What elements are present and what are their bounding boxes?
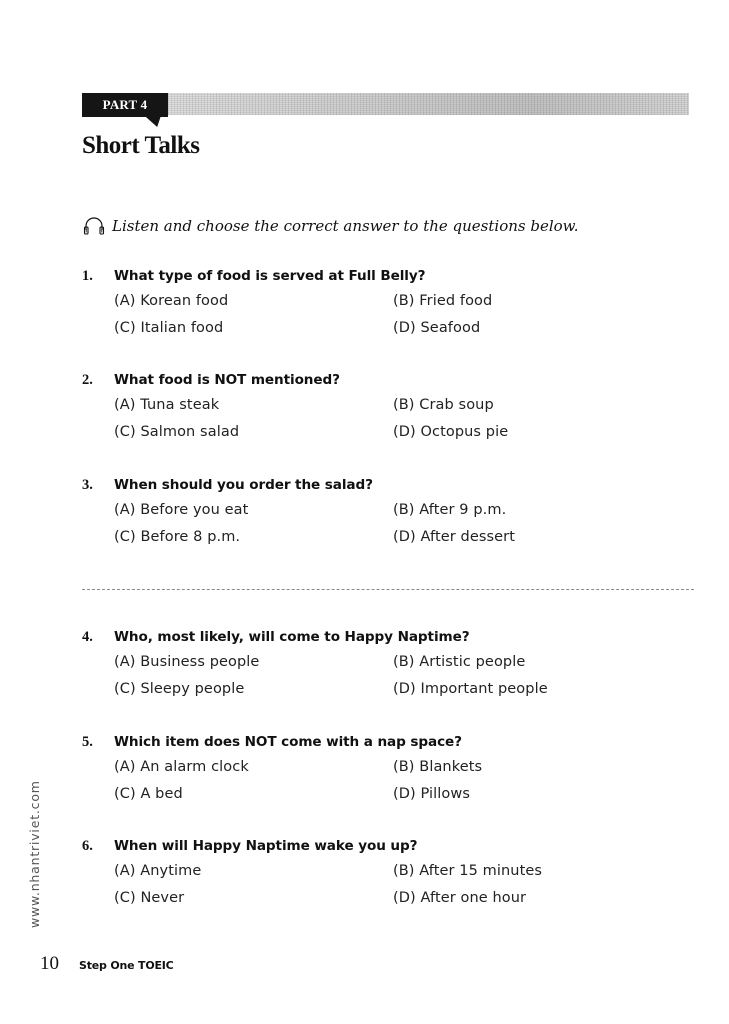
question-number: 5.	[82, 733, 93, 750]
question-number: 4.	[82, 628, 93, 645]
question-1	[82, 265, 702, 341]
question-number: 1.	[82, 267, 93, 284]
part-banner	[82, 93, 689, 117]
question-text: What food is NOT mentioned?	[114, 372, 340, 388]
option-b[interactable]: (B) Blankets	[393, 758, 483, 775]
question-text: Which item does NOT come with a nap space?	[114, 734, 462, 750]
side-watermark: www.nhantriviet.com	[27, 780, 42, 928]
option-c[interactable]: (C) Salmon salad	[114, 423, 240, 440]
option-a[interactable]: (A) Business people	[114, 653, 260, 670]
option-b[interactable]: (B) After 15 minutes	[393, 862, 543, 879]
option-c[interactable]: (C) Before 8 p.m.	[114, 528, 241, 545]
option-a[interactable]: (A) Before you eat	[114, 501, 249, 518]
option-d[interactable]: (D) Important people	[393, 680, 548, 697]
question-5	[82, 731, 702, 807]
question-3	[82, 474, 702, 550]
part-tag-pointer	[145, 116, 167, 127]
option-d[interactable]: (D) After one hour	[393, 889, 527, 906]
option-c[interactable]: (C) Never	[114, 889, 185, 906]
option-a[interactable]: (A) Korean food	[114, 292, 229, 309]
option-a[interactable]: (A) An alarm clock	[114, 758, 249, 775]
question-text: What type of food is served at Full Belly?	[114, 268, 426, 284]
question-2	[82, 369, 702, 445]
question-number: 3.	[82, 476, 93, 493]
option-b[interactable]: (B) Artistic people	[393, 653, 526, 670]
option-d[interactable]: (D) After dessert	[393, 528, 516, 545]
part-label: PART 4	[82, 93, 168, 117]
option-d[interactable]: (D) Octopus pie	[393, 423, 509, 440]
option-d[interactable]: (D) Seafood	[393, 319, 481, 336]
question-6	[82, 835, 702, 911]
instruction-text: Listen and choose the correct answer to the questions below.	[112, 217, 579, 235]
option-c[interactable]: (C) Sleepy people	[114, 680, 245, 697]
section-divider	[82, 589, 694, 590]
page-number: 10	[40, 953, 59, 974]
option-a[interactable]: (A) Anytime	[114, 862, 202, 879]
headphones-icon	[82, 216, 106, 236]
question-text: When will Happy Naptime wake you up?	[114, 838, 418, 854]
option-b[interactable]: (B) After 9 p.m.	[393, 501, 507, 518]
page-footer	[40, 953, 174, 975]
question-number: 6.	[82, 837, 93, 854]
question-text: When should you order the salad?	[114, 477, 373, 493]
banner-texture	[168, 93, 689, 115]
question-number: 2.	[82, 371, 93, 388]
question-4	[82, 626, 702, 702]
option-c[interactable]: (C) Italian food	[114, 319, 224, 336]
option-a[interactable]: (A) Tuna steak	[114, 396, 220, 413]
option-d[interactable]: (D) Pillows	[393, 785, 470, 802]
option-b[interactable]: (B) Crab soup	[393, 396, 494, 413]
option-b[interactable]: (B) Fried food	[393, 292, 493, 309]
section-title: Short Talks	[82, 132, 200, 159]
option-c[interactable]: (C) A bed	[114, 785, 183, 802]
instruction	[82, 216, 578, 236]
question-text: Who, most likely, will come to Happy Naptime?	[114, 629, 470, 645]
book-title: Step One TOEIC	[79, 959, 174, 972]
